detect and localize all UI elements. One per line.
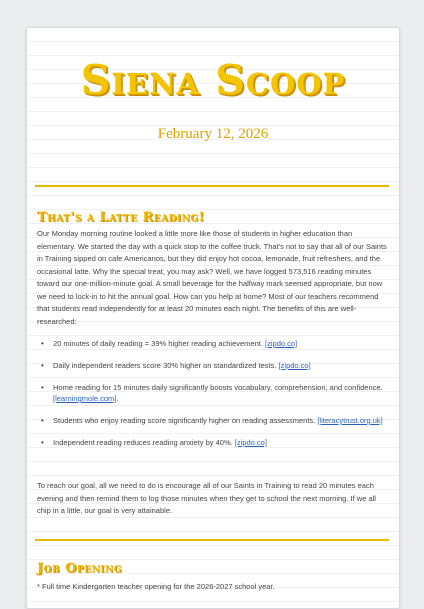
source-link[interactable]: [literacytrust.org.uk] bbox=[317, 416, 383, 425]
article-heading: That's a Latte Reading! bbox=[37, 210, 205, 225]
newsletter-title: Siena Scoop bbox=[80, 56, 346, 104]
benefit-text: Students who enjoy reading score significantly higher on reading assessments. bbox=[53, 416, 316, 425]
source-link[interactable]: [zipdo.co] bbox=[278, 361, 311, 370]
divider bbox=[35, 185, 389, 187]
article-closing: To reach our goal, all we need to do is encourage all of our Saints in Training to read 20 minutes each evening and then remind them to log those minutes when they get to school the next morning. If we all chip in a little, our goal is very attainable. bbox=[37, 481, 376, 515]
article-intro: Our Monday morning routine looked a little more like those of students in higher education than elementary. We started the day with a quick stop to the coffee truck. That's not to say that all of our Saints in Training sipped on cafe Americanos, but they did enjoy hot cocoa, lemonade, fruit refreshers, and the occasional latte. Why the special treat, you may ask? Well, we have logged 573,516 reading minutes toward our one-million-minute goal. A small beverage for the halfway mark seemed appropriate, but now we need to lock-in to hit the annual goal. How can you help at home? Most of our teachers recommend that students read independently for at least 20 minutes each night. The benefits of this are well-researched: bbox=[37, 229, 387, 326]
benefit-text: Daily independent readers score 30% higher on standardized tests. bbox=[53, 361, 277, 370]
benefit-text: Home reading for 15 minutes daily significantly boosts vocabulary, comprehension, and confidence. bbox=[53, 383, 383, 392]
benefit-text: Independent reading reduces reading anxiety by 40%. bbox=[53, 438, 233, 447]
list-item bbox=[37, 437, 387, 448]
source-link[interactable]: [zipdo.co] bbox=[234, 438, 267, 447]
source-link[interactable]: [zipdo.co] bbox=[265, 339, 298, 348]
divider bbox=[35, 539, 389, 541]
issue-date: February 12, 2026 bbox=[157, 126, 269, 142]
list-item bbox=[37, 360, 387, 371]
job-opening-item: * Full time Kindergarten teacher opening for the 2026-2027 school year. bbox=[37, 582, 275, 591]
benefits-list bbox=[37, 338, 387, 448]
list-item bbox=[37, 338, 387, 349]
newsletter-page bbox=[26, 27, 400, 609]
benefit-suffix: . bbox=[116, 394, 119, 403]
list-item bbox=[37, 382, 387, 404]
source-link[interactable]: [learningmole.com] bbox=[53, 394, 117, 403]
benefit-text: 20 minutes of daily reading = 39% higher reading achievement. bbox=[53, 339, 263, 348]
list-item bbox=[37, 415, 387, 426]
jobs-heading: Job Opening bbox=[37, 561, 122, 576]
